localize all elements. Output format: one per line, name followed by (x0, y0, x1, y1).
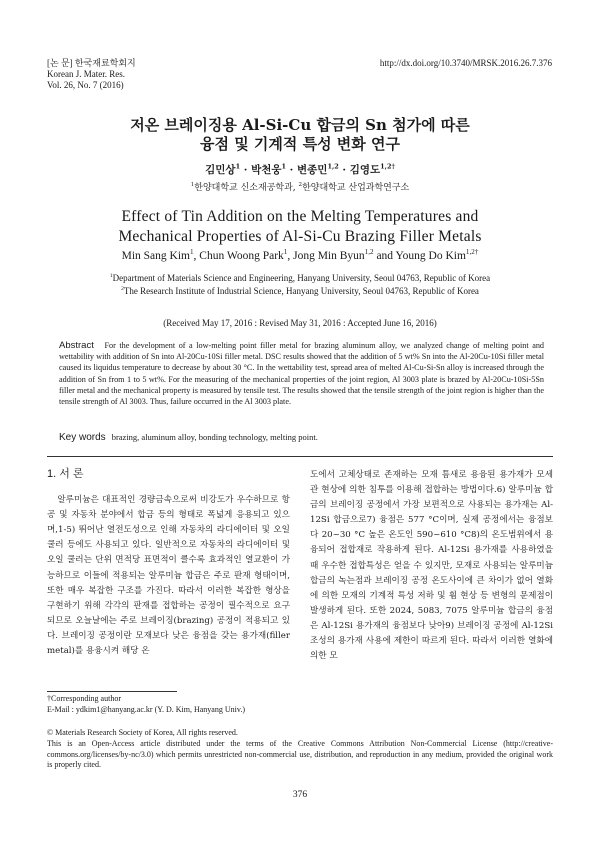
author-sup: 1,2† (465, 248, 479, 257)
korean-affiliation-2: 한양대학교 산업과학연구소 (302, 183, 410, 193)
received-dates: (Received May 17, 2016 : Revised May 31, 2016 : Accepted June 16, 2016) (163, 318, 437, 328)
english-authors (0, 250, 600, 262)
doi-link[interactable]: http://dx.doi.org/10.3740/MRSK.2016.26.7.376 (379, 58, 552, 68)
body-paragraph: 알루미늄은 대표적인 경량금속으로써 비강도가 우수하므로 항공 및 자동차 분야에서 합금 등의 형태로 폭넓게 응용되고 있으며,1-5) 뛰어난 열전도성으로 인해 자동차의 라디에이터 및 오일 쿨러 등에도 사용되고 있다. 일반적으로 자동차의 라디에이터 및 오일 쿨러는 단위 면적당 표면적이 클수록 효과적인 열교환이 가능하므로 이들에 적용되는 알루미늄 합금은 주로 판재 형태이며, 또한 매우 복잡한 구조를 가진다. 따라서 이러한 복잡한 형상을 구현하기 위해 각각의 판재를 접합하는 공정이 필수적으로 요구되므로 오늘날에는 주로 브레이징(brazing) 공정이 적용되고 있다. 브레이징 공정이란 모재보다 낮은 융점을 갖는 용가재(filler metal)를 용융시켜 해당 온 (47, 495, 290, 657)
korean-authors (0, 162, 600, 177)
page-number: 376 (292, 790, 308, 800)
author-sup: 1,2 (327, 162, 339, 171)
affiliation-text: The Research Institute of Industrial Science, Hanyang University, Seoul 04763, Republic of Korea (123, 286, 479, 296)
korean-author: 변종민 (297, 164, 328, 176)
abstract-label: Abstract (59, 340, 94, 351)
corresponding-author: †Corresponding author (47, 694, 121, 703)
body-column-right (310, 468, 553, 664)
author-sup: 1 (235, 162, 241, 171)
author-sup: 1 (281, 162, 287, 171)
english-author: Chun Woong Park (199, 250, 284, 262)
journal-name-english: Korean J. Mater. Res. (47, 69, 125, 79)
author-sup: 1,2 (364, 248, 374, 257)
body-paragraph: 도에서 고체상태로 존재하는 모재 틈새로 용융된 용가재가 모세관 현상에 의한 침투를 이용해 접합하는 방법이다.6) 알루미늄 합금의 브레이징 공정에서 가장 보편적으로 사용되는 용가재는 Al-12Si 합금으로7) 융점은 577 °C이며, 실제 공정에서는 융점보다 20~30 °C 높은 온도인 590~610 °C8)의 온도범위에서 용융되어 접합재로 작용하게 된다. Al-12Si 용가재를 사용하였을 때 우수한 접합특성은 얻을 수 있지만, 모재로 사용되는 알루미늄 합금의 녹는점과 브레이징 공정 온도사이에 큰 차이가 없어 열화에 의한 모재의 기계적 특성 저하 및 휨 현상 등 변형의 문제점이 발생하게 된다. 또한 2024, 5083, 7075 알루미늄 합금의 융점은 Al-12Si 용가재의 융점보다 낮아9) 브레이징 공정에 Al-12Si 조성의 용가재 사용에 제한이 따르게 된다. 따라서 이러한 열화에 의한 모 (310, 470, 553, 662)
section-divider (47, 456, 553, 457)
author-separator: · (286, 164, 297, 176)
korean-title-line2: 융점 및 기계적 특성 변화 연구 (200, 135, 400, 153)
footnote-divider (47, 691, 177, 692)
korean-affiliation-1: 한양대학교 신소재공학과, (194, 183, 299, 193)
author-separator: · (338, 164, 350, 176)
english-title-line2: Mechanical Properties of Al-Si-Cu Brazing Filler Metals (118, 228, 482, 245)
english-affiliation-2 (0, 285, 600, 298)
author-sup: 1,2† (380, 162, 395, 171)
english-title-line1: Effect of Tin Addition on the Melting Temperatures and (121, 208, 479, 225)
keywords-label: Key words (59, 432, 106, 443)
affil-sup: 1 (190, 182, 195, 188)
journal-volume: Vol. 26, No. 7 (2016) (47, 80, 124, 90)
author-sup: 1 (283, 248, 288, 257)
english-affiliation-1 (0, 272, 600, 285)
body-column-left (47, 467, 290, 659)
affiliation-text: Department of Materials Science and Engineering, Hanyang University, Seoul 04763, Republic of Korea (112, 273, 491, 283)
footnote (47, 694, 553, 716)
journal-name-korean: [논 문] 한국재료학회지 (47, 58, 136, 68)
author-email: E-Mail : ydkim1@hanyang.ac.kr (Y. D. Kim, Hanyang Univ.) (47, 704, 245, 714)
english-author: Min Sang Kim (121, 250, 190, 262)
affil-sup: 1 (109, 273, 113, 279)
affil-sup: 2 (121, 286, 124, 292)
abstract (59, 340, 544, 407)
korean-author: 김민상 (205, 164, 236, 176)
journal-header (47, 58, 136, 91)
korean-title (0, 116, 600, 154)
abstract-text: For the development of a low-melting point filler metal for brazing aluminum alloy, we analyzed change of melting point and wettability with addition of Sn into Al-20Cu-10Si filler metal. DSC results showed that the addition of 5 wt% Sn into the Al-20Cu-10Si filler metal caused its liquidus temperature to decrease by about 30 °C. In the wettability test, spread area of melted Al-Cu-Si-Sn alloy is increased through the addition of Sn from 1 to 5 wt%. For the measuring of the mechanical properties of the joint region, Al 3003 plate is brazed by Al-20Cu-10Si-5Sn filler metal and the mechanical property is measured by tensile test. The results showed that the tensile strength of the joint region is higher than the tensile strength of Al 3003. Thus, failure occurred in the Al 3003 plate. (59, 341, 545, 407)
english-author: Young Do Kim (395, 250, 466, 262)
section-heading: 1. 서 론 (47, 468, 84, 480)
copyright-notice (47, 728, 553, 771)
author-separator: and (373, 250, 396, 262)
license-text: This is an Open-Access article distributed under the terms of the Creative Commons Attribution Non-Commercial License (http://creative-commons.org/licenses/by-nc/3.0) which permits unrestricted non-commercial use, distribution, and reproduction in any medium, provided the original work is properly cited. (47, 738, 553, 770)
affil-sup: 2 (298, 182, 303, 188)
korean-author: 김영도 (349, 164, 381, 176)
korean-title-line1: 저온 브레이징용 Al-Si-Cu 합금의 Sn 첨가에 따른 (130, 116, 470, 134)
english-title (0, 207, 600, 247)
copyright-line: © Materials Research Society of Korea, All rights reserved. (47, 728, 238, 737)
keywords (59, 432, 544, 443)
korean-author: 박천웅 (251, 164, 282, 176)
author-sup: 1 (189, 248, 194, 257)
english-affiliations (0, 272, 600, 298)
korean-affiliations (0, 180, 600, 193)
author-separator: , (287, 250, 294, 262)
english-author: Jong Min Byun (293, 250, 365, 262)
keywords-text: brazing, aluminum alloy, bonding technology, melting point. (111, 432, 318, 442)
author-separator: · (240, 164, 252, 176)
author-separator: , (193, 250, 200, 262)
